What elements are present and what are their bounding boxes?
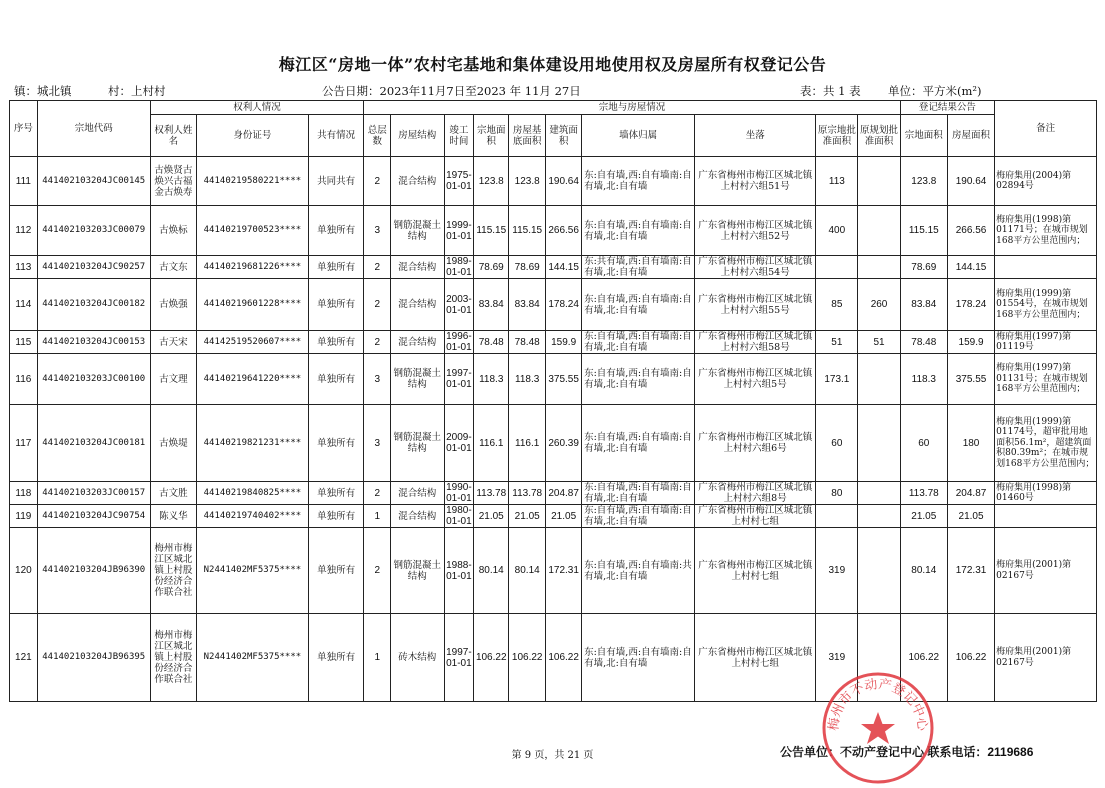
- header-remark: 备注: [995, 101, 1097, 157]
- cell-floors: 1: [364, 614, 391, 702]
- cell-struct: 钢筋混凝土结构: [391, 206, 444, 256]
- header-completion: 竣工时间: [444, 115, 474, 157]
- cell-name: 古文胜: [150, 482, 196, 505]
- cell-struct: 钢筋混凝土结构: [391, 354, 444, 405]
- registration-table: [9, 100, 1097, 702]
- cell-build: 172.31: [546, 528, 582, 614]
- cell-share: 单独所有: [308, 405, 364, 482]
- cell-loc: 广东省梅州市梅江区城北镇上村村七组: [695, 505, 816, 528]
- table-row: [10, 279, 1097, 331]
- cell-orig: 51: [816, 331, 858, 354]
- cell-note: 梅府集用(1998)第01171号；在城市规划168平方公里范围内；: [995, 206, 1097, 256]
- cell-date: 1997-01-01: [444, 354, 474, 405]
- cell-land: 115.15: [474, 206, 509, 256]
- cell-loc: 广东省梅州市梅江区城北镇上村村六组52号: [695, 206, 816, 256]
- cell-base: 118.3: [509, 354, 546, 405]
- cell-seq: 115: [10, 331, 38, 354]
- cell-share: 单独所有: [308, 256, 364, 279]
- cell-note: 梅府集用(1999)第01554号，在城市规划168平方公里范围内；: [995, 279, 1097, 331]
- cell-note: 梅府集用(1997)第01131号；在城市规划168平方公里范围内；: [995, 354, 1097, 405]
- cell-rland: 80.14: [900, 528, 947, 614]
- cell-rland: 115.15: [900, 206, 947, 256]
- cell-land: 78.69: [474, 256, 509, 279]
- cell-date: 1996-01-01: [444, 331, 474, 354]
- notice-date: 公告日期：2023年11月7日至2023 年 11月 27日: [322, 84, 581, 98]
- cell-wall: 东:自有墙,西:自有墙南:自有墙,北:自有墙: [582, 279, 695, 331]
- page-number: 第 9 页，共 21 页: [511, 750, 594, 761]
- cell-floors: 2: [364, 279, 391, 331]
- cell-floors: 2: [364, 331, 391, 354]
- cell-name: 陈义华: [150, 505, 196, 528]
- cell-plan: [858, 528, 900, 614]
- cell-rland: 123.8: [900, 157, 947, 206]
- cell-id: N2441402MF5375****: [196, 528, 308, 614]
- cell-share: 单独所有: [308, 528, 364, 614]
- cell-floors: 3: [364, 354, 391, 405]
- cell-id: 44140219821231****: [196, 405, 308, 482]
- cell-base: 116.1: [509, 405, 546, 482]
- cell-date: 1980-01-01: [444, 505, 474, 528]
- cell-loc: 广东省梅州市梅江区城北镇上村村六组51号: [695, 157, 816, 206]
- cell-loc: 广东省梅州市梅江区城北镇上村村六组6号: [695, 405, 816, 482]
- cell-code: 441402103204JC00181: [37, 405, 150, 482]
- unit-label: 单位：平方米(m²): [888, 84, 982, 98]
- cell-rland: 106.22: [900, 614, 947, 702]
- cell-build: 106.22: [546, 614, 582, 702]
- cell-orig: 113: [816, 157, 858, 206]
- cell-orig: 173.1: [816, 354, 858, 405]
- cell-id: 44140219700523****: [196, 206, 308, 256]
- header-location: 坐落: [695, 115, 816, 157]
- cell-plan: [858, 482, 900, 505]
- cell-name: 梅州市梅江区城北镇上村股份经济合作联合社: [150, 528, 196, 614]
- cell-code: 441402103204JB96390: [37, 528, 150, 614]
- cell-date: 2009-01-01: [444, 405, 474, 482]
- cell-plan: [858, 505, 900, 528]
- cell-code: 441402103203JC00100: [37, 354, 150, 405]
- header-result-house: 房屋面积: [947, 115, 994, 157]
- cell-floors: 3: [364, 405, 391, 482]
- cell-rhouse: 21.05: [947, 505, 994, 528]
- table-row: [10, 505, 1097, 528]
- cell-land: 118.3: [474, 354, 509, 405]
- cell-loc: 广东省梅州市梅江区城北镇上村村六组8号: [695, 482, 816, 505]
- cell-rhouse: 106.22: [947, 614, 994, 702]
- cell-struct: 钢筋混凝土结构: [391, 405, 444, 482]
- town-label: 镇：城北镇: [14, 84, 72, 98]
- cell-orig: [816, 256, 858, 279]
- cell-note: [995, 256, 1097, 279]
- cell-seq: 112: [10, 206, 38, 256]
- header-id-number: 身份证号: [196, 115, 308, 157]
- cell-id: 44140219840825****: [196, 482, 308, 505]
- cell-loc: 广东省梅州市梅江区城北镇上村村六组58号: [695, 331, 816, 354]
- cell-floors: 1: [364, 505, 391, 528]
- table-row: [10, 331, 1097, 354]
- cell-seq: 117: [10, 405, 38, 482]
- cell-rhouse: 172.31: [947, 528, 994, 614]
- cell-code: 441402103204JC00182: [37, 279, 150, 331]
- cell-code: 441402103204JC90754: [37, 505, 150, 528]
- cell-name: 古焕强: [150, 279, 196, 331]
- cell-note: 梅府集用(2001)第02167号: [995, 528, 1097, 614]
- cell-struct: 混合结构: [391, 157, 444, 206]
- cell-wall: 东:自有墙,西:自有墙南:自有墙,北:自有墙: [582, 354, 695, 405]
- cell-seq: 119: [10, 505, 38, 528]
- header-seq: 序号: [10, 101, 38, 157]
- table-row: [10, 157, 1097, 206]
- cell-plan: 51: [858, 331, 900, 354]
- cell-struct: 钢筋混凝土结构: [391, 528, 444, 614]
- cell-land: 21.05: [474, 505, 509, 528]
- cell-plan: [858, 206, 900, 256]
- cell-id: N2441402MF5375****: [196, 614, 308, 702]
- cell-seq: 118: [10, 482, 38, 505]
- cell-build: 375.55: [546, 354, 582, 405]
- cell-name: 梅州市梅江区城北镇上村股份经济合作联合社: [150, 614, 196, 702]
- cell-base: 78.48: [509, 331, 546, 354]
- header-group-land: 宗地与房屋情况: [364, 101, 900, 115]
- table-row: [10, 528, 1097, 614]
- cell-floors: 2: [364, 256, 391, 279]
- cell-wall: 东:自有墙,西:自有墙南:自有墙,北:自有墙: [582, 505, 695, 528]
- cell-note: 梅府集用(2004)第02894号: [995, 157, 1097, 206]
- cell-orig: [816, 505, 858, 528]
- cell-build: 260.39: [546, 405, 582, 482]
- cell-seq: 121: [10, 614, 38, 702]
- cell-plan: [858, 256, 900, 279]
- cell-date: 1997-01-01: [444, 614, 474, 702]
- cell-date: 1999-01-01: [444, 206, 474, 256]
- cell-rhouse: 159.9: [947, 331, 994, 354]
- cell-share: 单独所有: [308, 482, 364, 505]
- cell-note: [995, 505, 1097, 528]
- cell-orig: 60: [816, 405, 858, 482]
- header-group-owner: 权利人情况: [150, 101, 364, 115]
- cell-wall: 东:自有墙,西:自有墙南:自有墙,北:自有墙: [582, 331, 695, 354]
- cell-land: 113.78: [474, 482, 509, 505]
- cell-floors: 2: [364, 157, 391, 206]
- cell-wall: 东:自有墙,西:自有墙南:自有墙,北:自有墙: [582, 206, 695, 256]
- cell-land: 123.8: [474, 157, 509, 206]
- table-row: [10, 405, 1097, 482]
- header-wall: 墙体归属: [582, 115, 695, 157]
- cell-date: 1988-01-01: [444, 528, 474, 614]
- cell-build: 190.64: [546, 157, 582, 206]
- cell-date: 1989-01-01: [444, 256, 474, 279]
- cell-share: 单独所有: [308, 331, 364, 354]
- cell-rhouse: 266.56: [947, 206, 994, 256]
- cell-land: 78.48: [474, 331, 509, 354]
- cell-note: 梅府集用(2001)第02167号: [995, 614, 1097, 702]
- cell-floors: 2: [364, 482, 391, 505]
- cell-loc: 广东省梅州市梅江区城北镇上村村六组55号: [695, 279, 816, 331]
- cell-orig: 400: [816, 206, 858, 256]
- cell-wall: 东:自有墙,西:自有墙南:自有墙,北:自有墙: [582, 482, 695, 505]
- cell-code: 441402103204JC00145: [37, 157, 150, 206]
- document-title: 梅江区“房地一体”农村宅基地和集体建设用地使用权及房屋所有权登记公告: [278, 55, 827, 74]
- cell-note: 梅府集用(1999)第01174号，超审批用地面积56.1m²，超建筑面积80.39m²；在城市规划168平方公里范围内；: [995, 405, 1097, 482]
- cell-plan: 260: [858, 279, 900, 331]
- cell-share: 单独所有: [308, 206, 364, 256]
- village-label: 村：上村村: [108, 84, 166, 98]
- cell-rhouse: 375.55: [947, 354, 994, 405]
- cell-floors: 2: [364, 528, 391, 614]
- header-structure: 房屋结构: [391, 115, 444, 157]
- header-parcel-code: 宗地代码: [37, 101, 150, 157]
- cell-rhouse: 178.24: [947, 279, 994, 331]
- cell-id: 44140219740402****: [196, 505, 308, 528]
- cell-struct: 混合结构: [391, 279, 444, 331]
- table-count: 表：共 1 表: [800, 84, 861, 98]
- cell-land: 106.22: [474, 614, 509, 702]
- cell-rhouse: 144.15: [947, 256, 994, 279]
- cell-build: 266.56: [546, 206, 582, 256]
- cell-struct: 混合结构: [391, 256, 444, 279]
- cell-plan: [858, 405, 900, 482]
- cell-code: 441402103203JC00079: [37, 206, 150, 256]
- header-plan-area: 原规划批准面积: [858, 115, 900, 157]
- cell-name: 古文理: [150, 354, 196, 405]
- official-seal: [818, 668, 938, 788]
- cell-wall: 东:自有墙,西:自有墙南:自有墙,北:自有墙: [582, 157, 695, 206]
- cell-name: 古天宋: [150, 331, 196, 354]
- cell-base: 113.78: [509, 482, 546, 505]
- cell-name: 古文东: [150, 256, 196, 279]
- table-row: [10, 354, 1097, 405]
- cell-name: 古焕标: [150, 206, 196, 256]
- cell-build: 178.24: [546, 279, 582, 331]
- header-floor-area: 建筑面积: [546, 115, 582, 157]
- cell-orig: 80: [816, 482, 858, 505]
- cell-base: 80.14: [509, 528, 546, 614]
- cell-code: 441402103204JC90257: [37, 256, 150, 279]
- cell-date: 2003-01-01: [444, 279, 474, 331]
- table-row: [10, 482, 1097, 505]
- cell-plan: [858, 354, 900, 405]
- cell-id: 44140219601228****: [196, 279, 308, 331]
- cell-seq: 116: [10, 354, 38, 405]
- cell-rland: 21.05: [900, 505, 947, 528]
- cell-orig: 319: [816, 614, 858, 702]
- cell-share: 单独所有: [308, 505, 364, 528]
- cell-loc: 广东省梅州市梅江区城北镇上村村七组: [695, 528, 816, 614]
- cell-build: 21.05: [546, 505, 582, 528]
- notice-unit: 公告单位：不动产登记中心 联系电话：2119686: [780, 745, 1034, 759]
- cell-struct: 混合结构: [391, 505, 444, 528]
- cell-rland: 60: [900, 405, 947, 482]
- cell-struct: 混合结构: [391, 482, 444, 505]
- cell-rland: 118.3: [900, 354, 947, 405]
- header-co-ownership: 共有情况: [308, 115, 364, 157]
- cell-rhouse: 190.64: [947, 157, 994, 206]
- cell-build: 159.9: [546, 331, 582, 354]
- cell-rland: 83.84: [900, 279, 947, 331]
- header-base-area: 房屋基底面积: [509, 115, 546, 157]
- cell-base: 115.15: [509, 206, 546, 256]
- table-row: [10, 206, 1097, 256]
- cell-id: 44140219681226****: [196, 256, 308, 279]
- cell-wall: 东:自有墙,西:自有墙南:自有墙,北:自有墙: [582, 405, 695, 482]
- cell-id: 44140219641220****: [196, 354, 308, 405]
- cell-floors: 3: [364, 206, 391, 256]
- cell-wall: 东:共有墙,西:自有墙南:自有墙,北:自有墙: [582, 256, 695, 279]
- cell-share: 单独所有: [308, 279, 364, 331]
- cell-date: 1990-01-01: [444, 482, 474, 505]
- cell-wall: 东:自有墙,西:自有墙南:共有墙,北:自有墙: [582, 528, 695, 614]
- cell-base: 106.22: [509, 614, 546, 702]
- cell-orig: 319: [816, 528, 858, 614]
- header-result-land: 宗地面积: [900, 115, 947, 157]
- cell-note: 梅府集用(1997)第01119号: [995, 331, 1097, 354]
- cell-land: 116.1: [474, 405, 509, 482]
- header-orig-area: 原宗地批准面积: [816, 115, 858, 157]
- cell-land: 80.14: [474, 528, 509, 614]
- cell-orig: 85: [816, 279, 858, 331]
- cell-base: 83.84: [509, 279, 546, 331]
- cell-date: 1975-01-01: [444, 157, 474, 206]
- table-row: [10, 256, 1097, 279]
- cell-base: 123.8: [509, 157, 546, 206]
- cell-seq: 120: [10, 528, 38, 614]
- cell-name: 古焕堤: [150, 405, 196, 482]
- header-group-result: 登记结果公告: [900, 101, 995, 115]
- cell-code: 441402103203JC00157: [37, 482, 150, 505]
- cell-struct: 混合结构: [391, 331, 444, 354]
- cell-code: 441402103204JB96395: [37, 614, 150, 702]
- cell-seq: 111: [10, 157, 38, 206]
- cell-loc: 广东省梅州市梅江区城北镇上村村六组5号: [695, 354, 816, 405]
- seal-text: 梅州市不动产登记中心: [826, 677, 930, 732]
- cell-wall: 东:自有墙,西:自有墙南:自有墙,北:自有墙: [582, 614, 695, 702]
- seal-star-icon: [861, 712, 895, 744]
- cell-land: 83.84: [474, 279, 509, 331]
- cell-share: 单独所有: [308, 354, 364, 405]
- cell-share: 共同共有: [308, 157, 364, 206]
- header-floors: 总层数: [364, 115, 391, 157]
- cell-rland: 78.69: [900, 256, 947, 279]
- cell-code: 441402103204JC00153: [37, 331, 150, 354]
- cell-seq: 114: [10, 279, 38, 331]
- cell-seq: 113: [10, 256, 38, 279]
- cell-base: 21.05: [509, 505, 546, 528]
- cell-id: 44140219580221****: [196, 157, 308, 206]
- cell-struct: 砖木结构: [391, 614, 444, 702]
- header-land-area: 宗地面积: [474, 115, 509, 157]
- cell-rhouse: 180: [947, 405, 994, 482]
- cell-rland: 78.48: [900, 331, 947, 354]
- cell-share: 单独所有: [308, 614, 364, 702]
- cell-id: 44142519520607****: [196, 331, 308, 354]
- cell-build: 204.87: [546, 482, 582, 505]
- cell-loc: 广东省梅州市梅江区城北镇上村村七组: [695, 614, 816, 702]
- header-owner-name: 权利人姓名: [150, 115, 196, 157]
- cell-build: 144.15: [546, 256, 582, 279]
- cell-note: 梅府集用(1998)第01460号: [995, 482, 1097, 505]
- cell-base: 78.69: [509, 256, 546, 279]
- cell-name: 古焕贤古焕兴古福金古焕寿: [150, 157, 196, 206]
- cell-rland: 113.78: [900, 482, 947, 505]
- cell-loc: 广东省梅州市梅江区城北镇上村村六组54号: [695, 256, 816, 279]
- cell-plan: [858, 157, 900, 206]
- cell-rhouse: 204.87: [947, 482, 994, 505]
